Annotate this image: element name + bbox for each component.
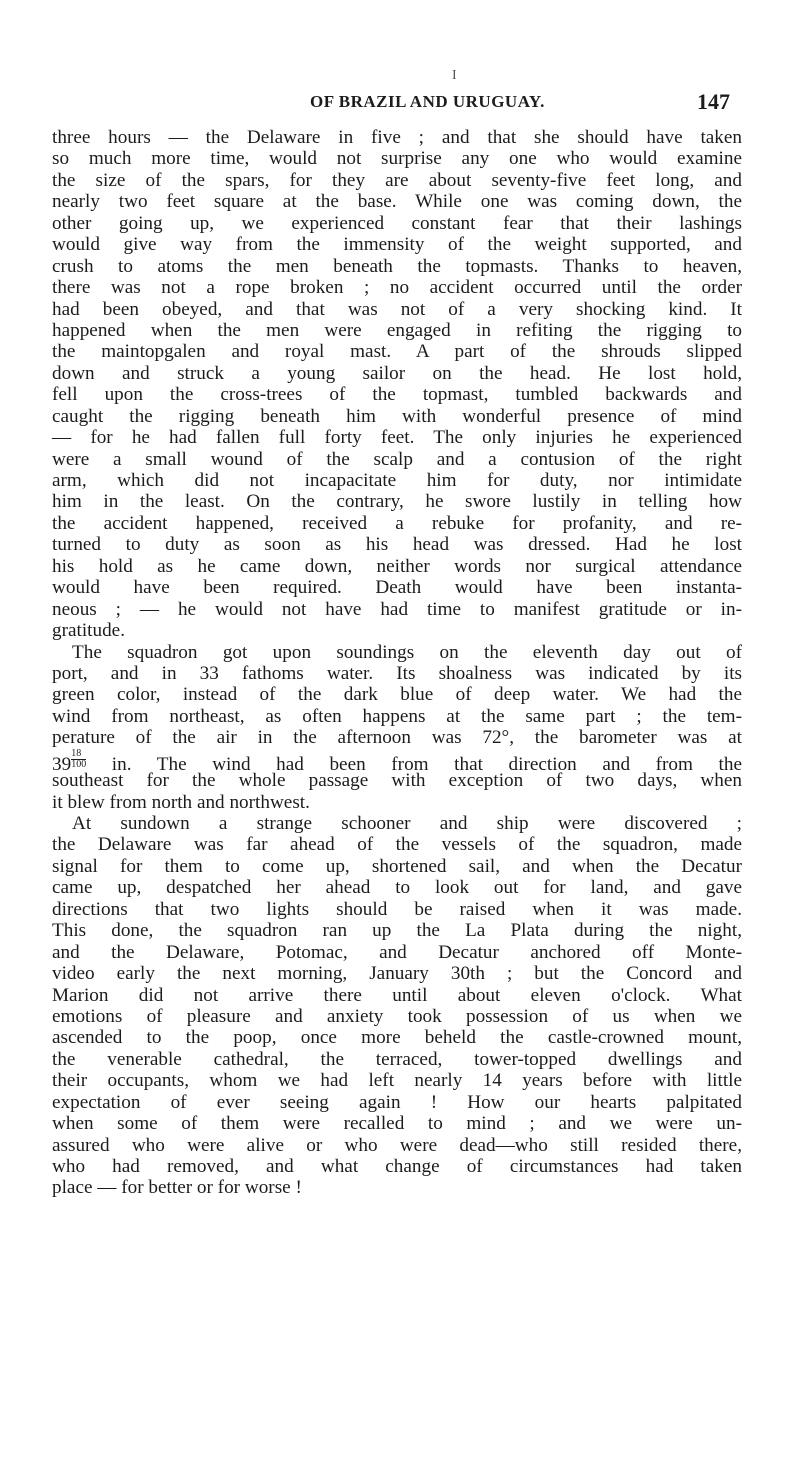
text-line: came up, despatched her ahead to look out for land, and gave xyxy=(52,877,742,899)
text-line: turned to duty as soon as his head was dressed. Had he lost xyxy=(52,534,742,556)
running-head-title: OF BRAZIL AND URUGUAY. xyxy=(310,92,545,111)
text-line: wind from northeast, as often happens at the same part ; the tem- xyxy=(52,705,742,727)
text-line: Marion did not arrive there until about eleven o'clock. What xyxy=(52,984,742,1006)
page-number: 147 xyxy=(697,89,730,114)
text-line: when some of them were recalled to mind ; and we were un- xyxy=(52,1113,742,1135)
text-line: — for he had fallen full forty feet. The only injuries he experienced xyxy=(52,427,742,449)
text-line: fell upon the cross-trees of the topmast, tumbled backwards and xyxy=(52,384,742,406)
text-line: so much more time, would not surprise any one who would examine xyxy=(52,148,742,170)
text-line: arm, which did not incapacitate him for duty, nor intimidate xyxy=(52,470,742,491)
text-line: him in the least. On the contrary, he swore lustily in telling how xyxy=(52,491,742,513)
text-line: The squadron got upon soundings on the eleventh day out of xyxy=(72,641,742,663)
text-line: emotions of pleasure and anxiety took possession of us when we xyxy=(52,1005,742,1027)
text-line: would give way from the immensity of the weight supported, and xyxy=(52,234,742,256)
text-line: nearly two feet square at the base. While one was coming down, the xyxy=(52,191,742,213)
text-line: and the Delaware, Potomac, and Decatur anchored off Monte- xyxy=(52,941,742,963)
text-line: it blew from north and northwest. xyxy=(52,791,310,813)
text-line: green color, instead of the dark blue of deep water. We had the xyxy=(52,684,742,706)
text-line: the venerable cathedral, the terraced, tower-topped dwellings and xyxy=(52,1048,742,1070)
text-line: gratitude. xyxy=(52,620,125,642)
fraction-denominator: 100 xyxy=(71,758,87,770)
text-line: his hold as he came down, neither words nor surgical attendance xyxy=(52,555,742,577)
text-line: happened when the men were engaged in refiting the rigging to xyxy=(52,319,742,341)
text-line: there was not a rope broken ; no accident occurred until the order xyxy=(52,277,742,299)
text-line: perature of the air in the afternoon was 72°, the barometer was at xyxy=(52,727,742,749)
text-line: place — for better or for worse ! xyxy=(52,1177,302,1199)
text-line: the maintopgalen and royal mast. A part of the shrouds slipped xyxy=(52,341,742,363)
text-line: were a small wound of the scalp and a contusion of the right xyxy=(52,448,742,470)
fraction-numerator: 18 xyxy=(71,749,86,760)
text-line: expectation of ever seeing again ! How our hearts palpitated xyxy=(52,1091,742,1113)
text-line: This done, the squadron ran up the La Plata during the night, xyxy=(52,920,742,942)
text-line: would have been required. Death would have been instanta- xyxy=(52,577,742,599)
text-line: port, and in 33 fathoms water. Its shoalness was indicated by its xyxy=(52,662,742,684)
text-line: caught the rigging beneath him with wonderful presence of mind xyxy=(52,405,742,427)
body-text xyxy=(52,127,742,1199)
text-line: the size of the spars, for they are about seventy-five feet long, and xyxy=(52,169,742,191)
text-line: had been obeyed, and that was not of a very shocking kind. It xyxy=(52,298,742,320)
text-line: signal for them to come up, shortened sail, and when the Decatur xyxy=(52,855,742,877)
text-line: other going up, we experienced constant fear that their lashings xyxy=(52,212,742,234)
text-line: three hours — the Delaware in five ; and that she should have taken xyxy=(52,127,742,148)
margin-mark: I xyxy=(452,68,457,83)
text-line: video early the next morning, January 30th ; but the Concord and xyxy=(52,963,742,985)
text-line: assured who were alive or who were dead—who still resided there, xyxy=(52,1134,742,1156)
running-head xyxy=(310,89,730,116)
text-line: down and struck a young sailor on the head. He lost hold, xyxy=(52,362,742,384)
text-line: southeast for the whole passage with exception of two days, when xyxy=(52,770,742,792)
text-line: their occupants, whom we had left nearly 14 years before with little xyxy=(52,1070,742,1092)
text-line xyxy=(52,747,742,775)
text-line: neous ; — he would not have had time to manifest gratitude or in- xyxy=(52,598,742,620)
text-line: the accident happened, received a rebuke for profanity, and re- xyxy=(52,512,742,534)
fraction-whole: 39 xyxy=(52,753,72,775)
fraction xyxy=(71,749,86,770)
text-line: At sundown a strange schooner and ship were discovered ; xyxy=(72,813,742,834)
text-line: crush to atoms the men beneath the topmasts. Thanks to heaven, xyxy=(52,255,742,277)
text-line: who had removed, and what change of circumstances had taken xyxy=(52,1156,742,1177)
text-line: ascended to the poop, once more beheld the castle-crowned mount, xyxy=(52,1027,742,1049)
text-line: the Delaware was far ahead of the vessels of the squadron, made xyxy=(52,834,742,856)
text-line: directions that two lights should be raised when it was made. xyxy=(52,898,742,920)
fraction-line-rest: in. The wind had been from that direction and from the xyxy=(86,753,742,775)
